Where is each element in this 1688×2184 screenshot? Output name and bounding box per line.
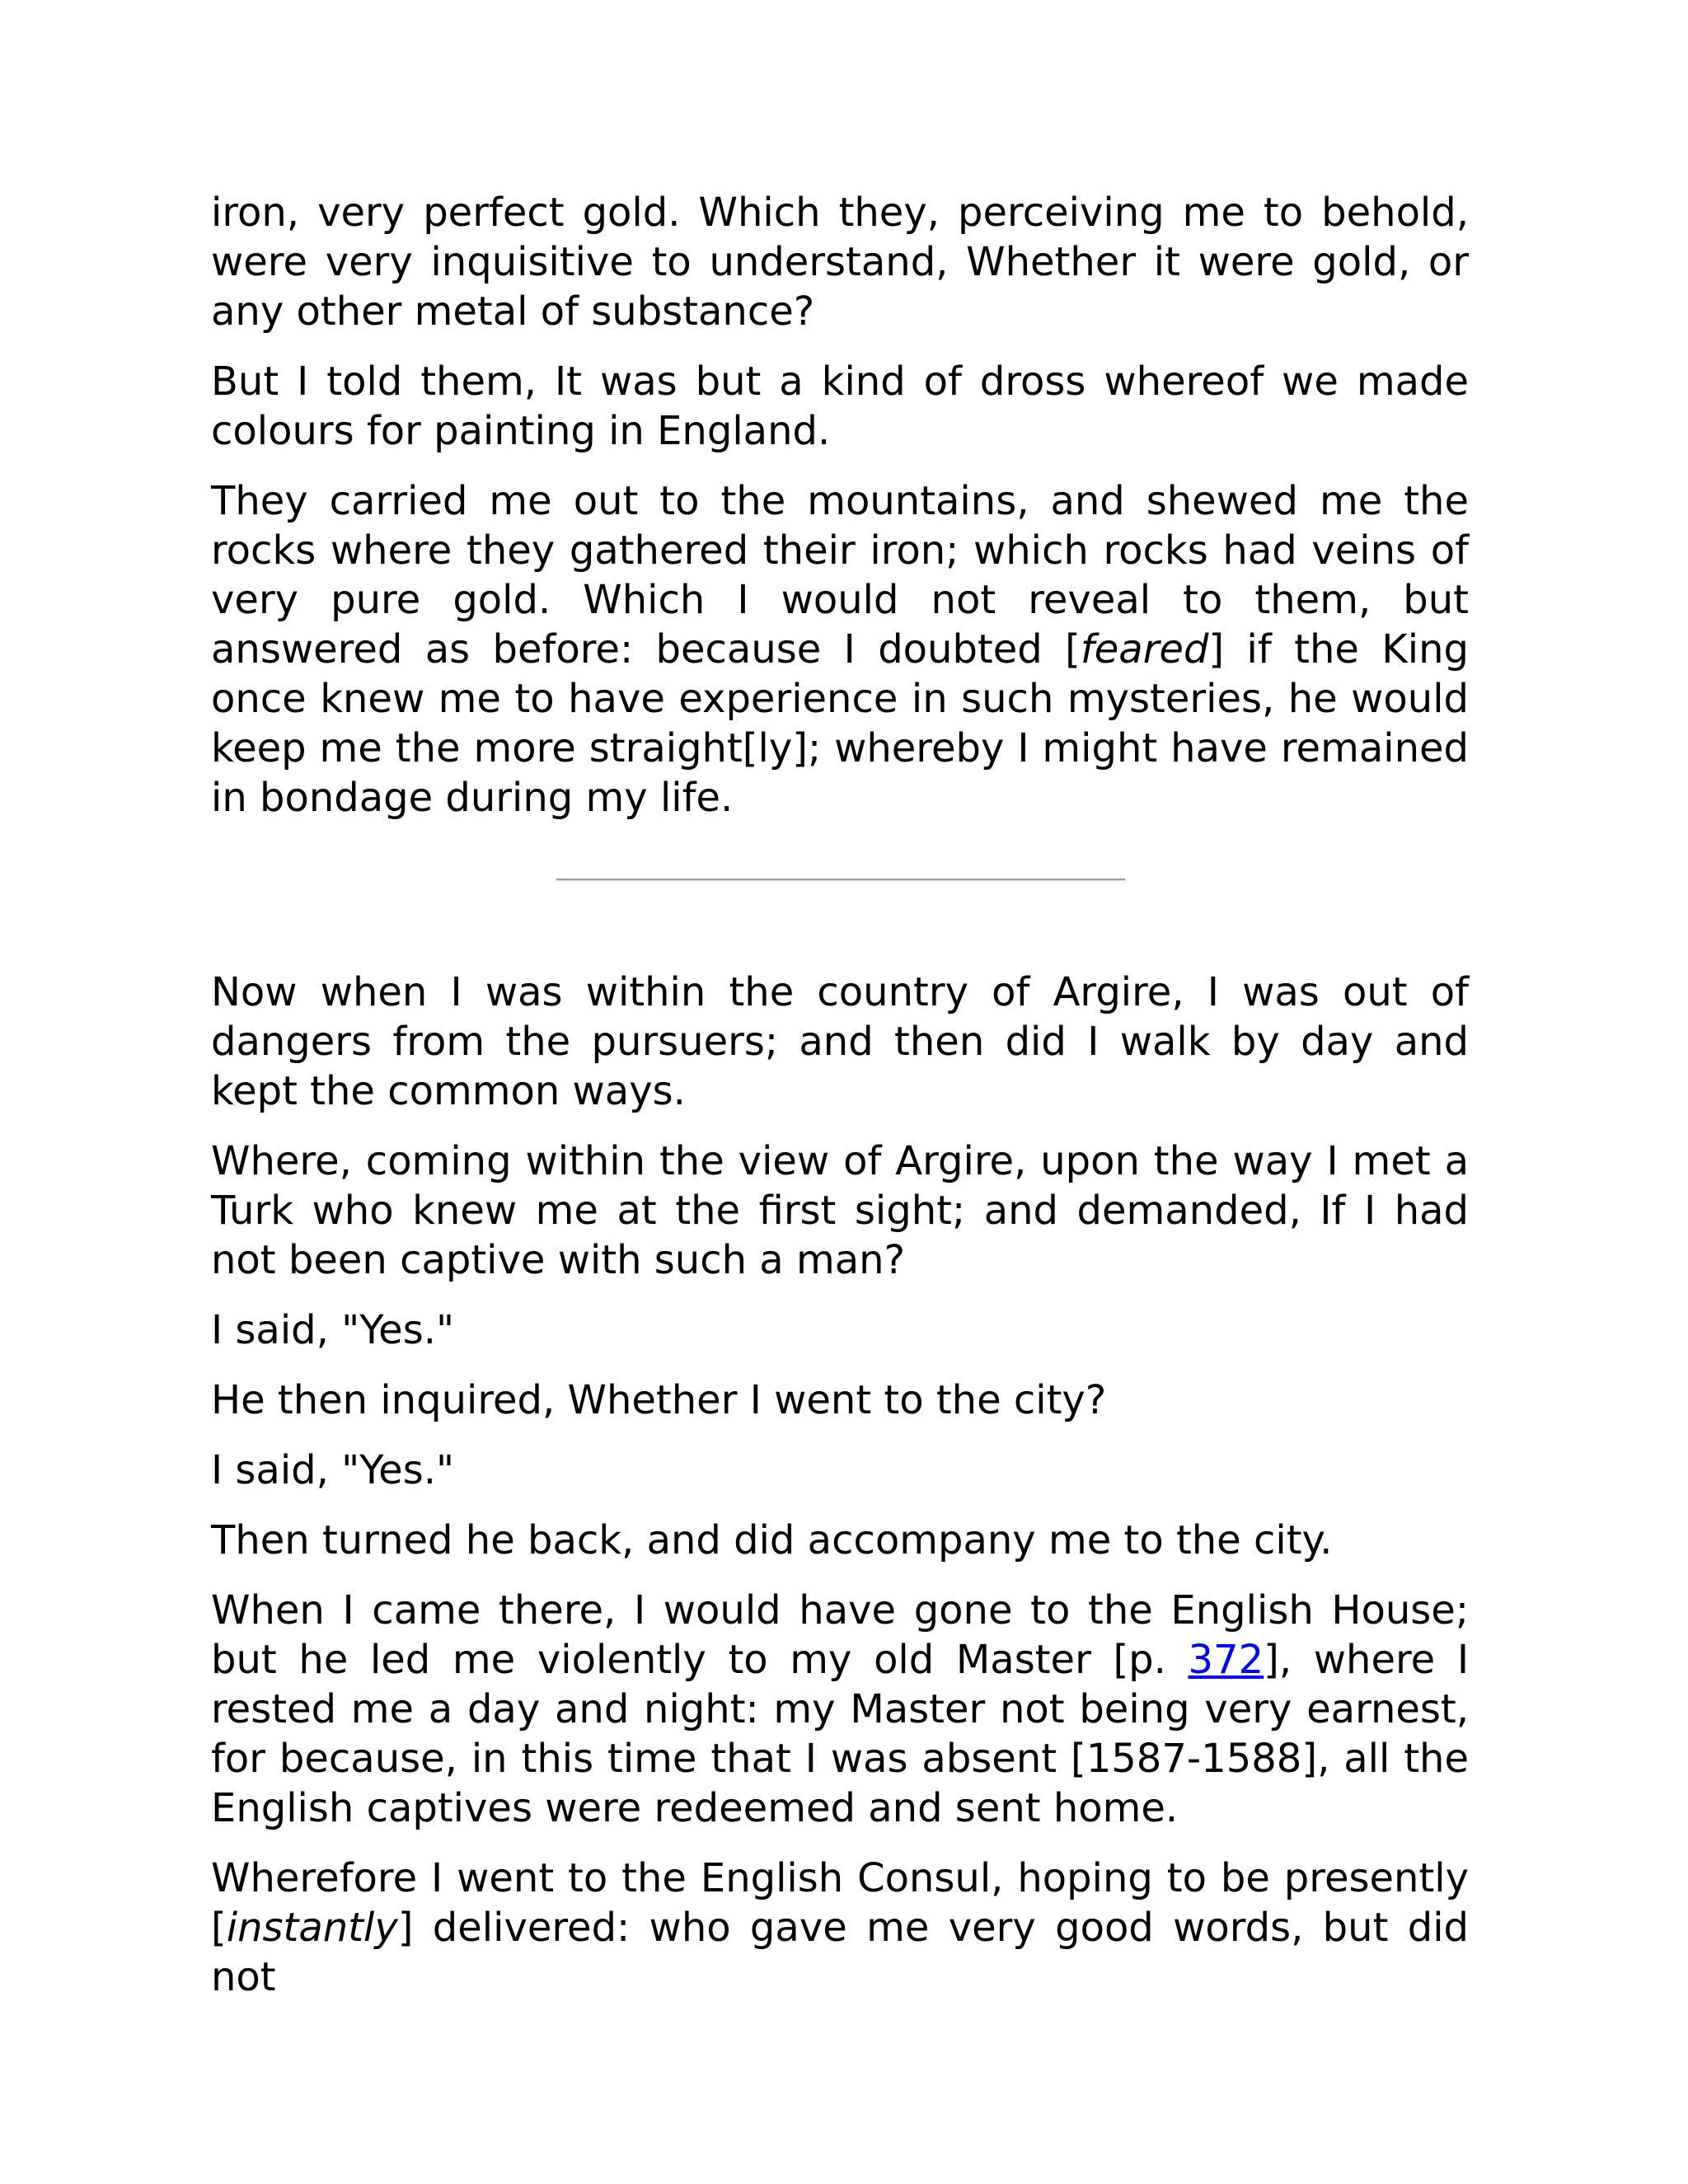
paragraph-text: When I came there, I would have gone to the English House; but he led me violently to my old Master [p. [211,1587,1469,1683]
paragraph [211,476,1469,823]
paragraph: iron, very perfect gold. Which they, perceiving me to behold, were very inquisitive to understand, Whether it were gold, or any other metal of substance? [211,190,1469,335]
paragraph-text: Wherefore I went to the English Consul, hoping to be presently [ [211,1855,1469,1951]
paragraph: I said, "Yes." [211,1307,455,1353]
paragraph-text: ] delivered: who gave me very good words, but did not [211,1905,1469,2000]
italic-gloss: feared [1080,626,1209,673]
paragraph: I said, "Yes." [211,1447,455,1493]
paragraph: But I told them, It was but a kind of dross whereof we made colours for painting in England. [211,359,1469,454]
page-reference-link[interactable]: 372 [1188,1637,1264,1683]
paragraph: Then turned he back, and did accompany me to the city. [211,1517,1333,1563]
paragraph-text: They carried me out to the mountains, and shewed me the rocks where they gathered their iron; which rocks had veins of very pure gold. Which I would not reveal to them, but answered as before: because I doubted [ [211,478,1469,673]
paragraph [211,1586,1469,1833]
italic-gloss: instantly [226,1905,398,1951]
paragraph-text: ], where I rested me a day and night: my Master not being very earnest, for because, in this time that I was absent [1587-1588], all the English captives were redeemed and sent home. [211,1637,1469,1831]
paragraph: He then inquired, Whether I went to the city? [211,1377,1107,1423]
section-divider [556,879,1125,881]
paragraph: Now when I was within the country of Argire, I was out of dangers from the pursuers; and then did I walk by day and kept the common ways. [211,969,1469,1114]
paragraph: Where, coming within the view of Argire, upon the way I met a Turk who knew me at the first sight; and demanded, If I had not been captive with such a man? [211,1138,1469,1283]
paragraph-text: ] if the King once knew me to have experience in such mysteries, he would keep me the more straight[ly]; whereby I might have remained in bondage during my life. [211,626,1469,821]
paragraph [211,1854,1469,2002]
document-body [211,188,1469,2022]
